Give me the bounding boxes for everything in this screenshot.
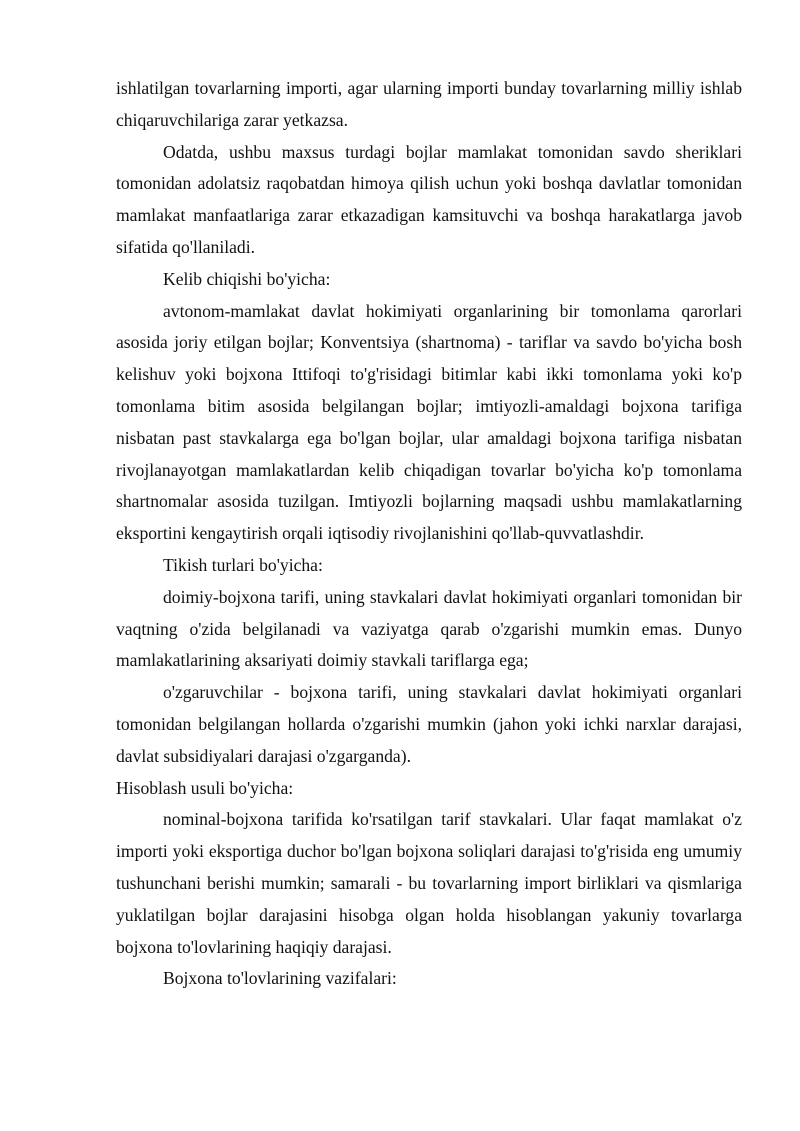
paragraph-nominal-effective: nominal-bojxona tarifida ko'rsatilgan tarif stavkalari. Ular faqat mamlakat o'z importi yoki eksportiga duchor bo'lgan bojxona soliqlari darajasi to'g'risida eng umumiy tushunchani berishi mumkin; samarali - bu tovarlarning import birliklari va qismlariga yuklatilgan bojlar darajasini hisobga olgan holda hisoblangan yakuniy tovarlarga bojxona to'lovlarining haqiqiy darajasi. <box>116 809 742 957</box>
document-page <box>116 73 742 995</box>
heading-customs-payment-functions: Bojxona to'lovlarining vazifalari: <box>163 968 397 989</box>
paragraph-origin-types: avtonom-mamlakat davlat hokimiyati organlarining bir tomonlama qarorlari asosida joriy etilgan bojlar; Konventsiya (shartnoma) - tariflar va savdo bo'yicha bosh kelishuv yoki bojxona Ittifoqi to'g'risidagi bitimlar kabi ikki tomonlama yoki ko'p tomonlama bitim asosida belgilangan bojlar; imtiyozli-amaldagi bojxona tarifiga nisbatan past stavkalarga ega bo'lgan bojlar, ular amaldagi bojxona tarifiga nisbatan rivojlanayotgan mamlakatlardan kelib chiqadigan tovarlar bo'yicha ko'p tomonlama shartnomalar asosida tuzilgan. Imtiyozli bojlarning maqsadi ushbu mamlakatlarning eksportini kengaytirish orqali iqtisodiy rivojlanishini qo'llab-quvvatlashdir. <box>116 300 742 544</box>
heading-by-rate-type: Tikish turlari bo'yicha: <box>163 554 323 575</box>
paragraph-continuation: ishlatilgan tovarlarning importi, agar ularning importi bunday tovarlarning milliy ishlab chiqaruvchilariga zarar yetkazsa. <box>116 78 742 130</box>
paragraph-variable-tariff: o'zgaruvchilar - bojxona tarifi, uning stavkalari davlat hokimiyati organlari tomonidan belgilangan hollarda o'zgarishi mumkin (jahon yoki ichki narxlar darajasi, davlat subsidiyalari darajasi o'zgarganda). <box>116 682 742 766</box>
heading-by-calculation-method: Hisoblash usuli bo'yicha: <box>116 777 294 798</box>
paragraph-special-duties: Odatda, ushbu maxsus turdagi bojlar mamlakat tomonidan savdo sheriklari tomonidan adolatsiz raqobatdan himoya qilish uchun yoki boshqa davlatlar tomonidan mamlakat manfaatlariga zarar etkazadigan kamsituvchi va boshqa harakatlarga javob sifatida qo'llaniladi. <box>116 141 742 257</box>
heading-by-origin: Kelib chiqishi bo'yicha: <box>163 268 331 289</box>
paragraph-fixed-tariff: doimiy-bojxona tarifi, uning stavkalari davlat hokimiyati organlari tomonidan bir vaqtning o'zida belgilanadi va vaziyatga qarab o'zgarishi mumkin emas. Dunyo mamlakatlarining aksariyati doimiy stavkali tariflarga ega; <box>116 586 742 671</box>
